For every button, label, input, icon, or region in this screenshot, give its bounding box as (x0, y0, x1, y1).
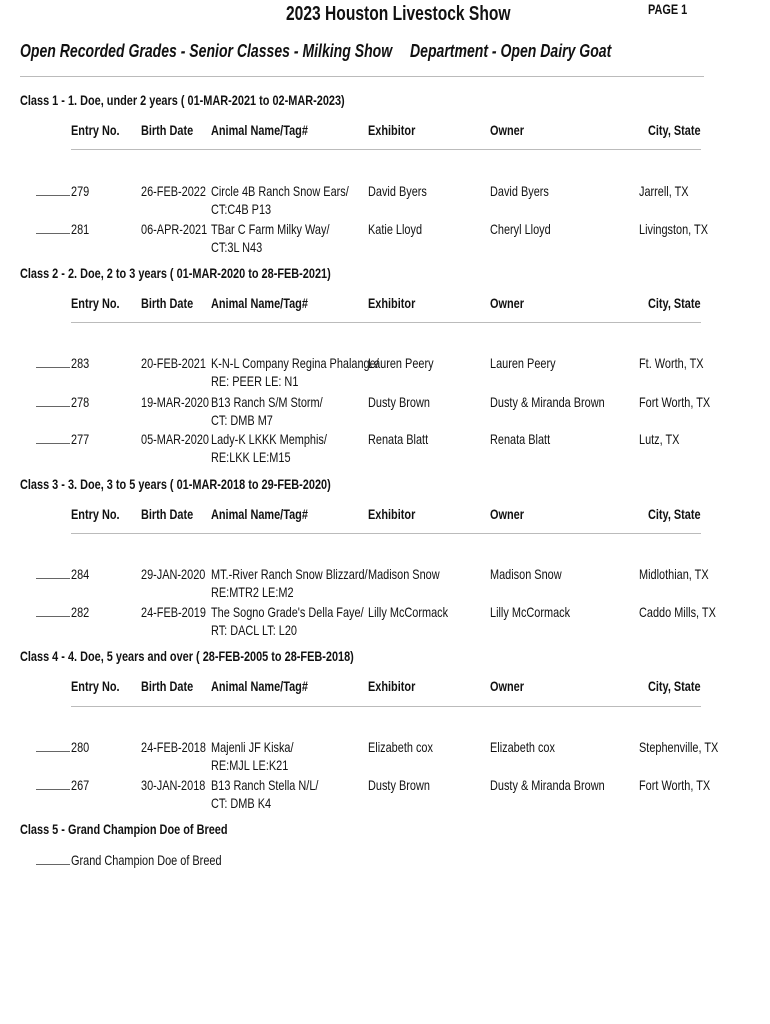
col-exhibitor: Exhibitor (368, 506, 416, 522)
col-birth-date: Birth Date (141, 295, 194, 311)
owner: Dusty & Miranda Brown (490, 777, 605, 793)
table-row (36, 393, 70, 411)
animal-tag: RE:MTR2 LE:M2 (211, 584, 294, 600)
col-owner: Owner (490, 506, 524, 522)
col-owner: Owner (490, 678, 524, 694)
city-state: Ft. Worth, TX (639, 355, 704, 371)
department-label: Department - Open Dairy Goat (410, 41, 612, 61)
table-row (36, 565, 70, 583)
animal-tag: CT:C4B P13 (211, 201, 272, 217)
class-heading: Class 1 - 1. Doe, under 2 years ( 01-MAR-2021 to 02-MAR-2023) (20, 92, 345, 108)
owner: Cheryl Lloyd (490, 221, 551, 237)
check-blank[interactable] (36, 854, 70, 865)
entry-no: 278 (71, 394, 90, 410)
table-row (36, 182, 70, 200)
class-heading: Class 3 - 3. Doe, 3 to 5 years ( 01-MAR-2018 to 29-FEB-2020) (20, 476, 331, 492)
city-state: Livingston, TX (639, 221, 709, 237)
owner: Lilly McCormack (490, 604, 571, 620)
animal-tag: RT: DACL LT: L20 (211, 622, 297, 638)
exhibitor: Elizabeth cox (368, 739, 433, 755)
animal-name: The Sogno Grade's Della Faye/ (211, 604, 364, 620)
entry-no: 279 (71, 183, 90, 199)
col-animal-name: Animal Name/Tag# (211, 295, 308, 311)
col-animal-name: Animal Name/Tag# (211, 678, 308, 694)
col-birth-date: Birth Date (141, 506, 194, 522)
col-owner: Owner (490, 295, 524, 311)
owner: David Byers (490, 183, 549, 199)
exhibitor: Lilly McCormack (368, 604, 449, 620)
animal-name: B13 Ranch S/M Storm/ (211, 394, 323, 410)
table-row (36, 220, 70, 238)
city-state: Lutz, TX (639, 431, 680, 447)
col-city-state: City, State (648, 295, 701, 311)
col-exhibitor: Exhibitor (368, 295, 416, 311)
column-divider (71, 533, 701, 534)
check-blank[interactable] (36, 396, 70, 407)
owner: Renata Blatt (490, 431, 551, 447)
table-row (36, 430, 70, 448)
city-state: Fort Worth, TX (639, 394, 711, 410)
check-blank[interactable] (36, 433, 70, 444)
city-state: Fort Worth, TX (639, 777, 711, 793)
check-blank[interactable] (36, 606, 70, 617)
col-animal-name: Animal Name/Tag# (211, 506, 308, 522)
animal-name: B13 Ranch Stella N/L/ (211, 777, 319, 793)
animal-tag: CT:3L N43 (211, 239, 263, 255)
check-blank[interactable] (36, 185, 70, 196)
col-city-state: City, State (648, 122, 701, 138)
animal-name: MT.-River Ranch Snow Blizzard/ (211, 566, 368, 582)
city-state: Jarrell, TX (639, 183, 689, 199)
birth-date: 06-APR-2021 (141, 221, 208, 237)
class-heading: Class 4 - 4. Doe, 5 years and over ( 28-FEB-2005 to 28-FEB-2018) (20, 648, 354, 664)
col-birth-date: Birth Date (141, 122, 194, 138)
check-blank[interactable] (36, 741, 70, 752)
animal-tag: RE: PEER LE: N1 (211, 373, 299, 389)
animal-tag: RE:LKK LE:M15 (211, 449, 291, 465)
entry-no: 284 (71, 566, 90, 582)
check-blank[interactable] (36, 357, 70, 368)
report-title: 2023 Houston Livestock Show (286, 3, 511, 25)
city-state: Midlothian, TX (639, 566, 709, 582)
check-blank[interactable] (36, 223, 70, 234)
header-divider (20, 76, 704, 77)
grand-champion-line: Grand Champion Doe of Breed (71, 852, 222, 868)
col-exhibitor: Exhibitor (368, 678, 416, 694)
table-row (36, 354, 70, 372)
table-row (36, 851, 70, 869)
column-divider (71, 706, 701, 707)
birth-date: 24-FEB-2019 (141, 604, 206, 620)
entry-no: 283 (71, 355, 90, 371)
exhibitor: Dusty Brown (368, 777, 430, 793)
col-owner: Owner (490, 122, 524, 138)
exhibitor: Madison Snow (368, 566, 440, 582)
class-heading: Class 5 - Grand Champion Doe of Breed (20, 821, 228, 837)
exhibitor: Renata Blatt (368, 431, 429, 447)
check-blank[interactable] (36, 779, 70, 790)
birth-date: 26-FEB-2022 (141, 183, 206, 199)
entry-no: 280 (71, 739, 90, 755)
birth-date: 24-FEB-2018 (141, 739, 206, 755)
animal-tag: CT: DMB K4 (211, 795, 272, 811)
exhibitor: Katie Lloyd (368, 221, 423, 237)
animal-name: Lady-K LKKK Memphis/ (211, 431, 327, 447)
table-row (36, 776, 70, 794)
table-row (36, 603, 70, 621)
animal-name: Circle 4B Ranch Snow Ears/ (211, 183, 349, 199)
column-divider (71, 322, 701, 323)
birth-date: 29-JAN-2020 (141, 566, 206, 582)
owner: Madison Snow (490, 566, 562, 582)
entry-no: 281 (71, 221, 90, 237)
col-entry-no: Entry No. (71, 678, 120, 694)
city-state: Stephenville, TX (639, 739, 719, 755)
exhibitor: Lauren Peery (368, 355, 434, 371)
entry-no: 282 (71, 604, 90, 620)
check-blank[interactable] (36, 568, 70, 579)
owner: Dusty & Miranda Brown (490, 394, 605, 410)
col-entry-no: Entry No. (71, 295, 120, 311)
animal-tag: RE:MJL LE:K21 (211, 757, 289, 773)
report-subtitle: Open Recorded Grades - Senior Classes - Milking Show (20, 41, 393, 61)
owner: Elizabeth cox (490, 739, 555, 755)
exhibitor: Dusty Brown (368, 394, 430, 410)
animal-name: Majenli JF Kiska/ (211, 739, 294, 755)
col-city-state: City, State (648, 506, 701, 522)
col-city-state: City, State (648, 678, 701, 694)
col-exhibitor: Exhibitor (368, 122, 416, 138)
col-animal-name: Animal Name/Tag# (211, 122, 308, 138)
exhibitor: David Byers (368, 183, 427, 199)
column-divider (71, 149, 701, 150)
animal-name: K-N-L Company Regina Phalange/ (211, 355, 379, 371)
birth-date: 05-MAR-2020 (141, 431, 209, 447)
col-entry-no: Entry No. (71, 506, 120, 522)
city-state: Caddo Mills, TX (639, 604, 716, 620)
table-row (36, 738, 70, 756)
birth-date: 20-FEB-2021 (141, 355, 206, 371)
page-number: PAGE 1 (648, 1, 688, 17)
birth-date: 30-JAN-2018 (141, 777, 206, 793)
animal-name: TBar C Farm Milky Way/ (211, 221, 330, 237)
class-heading: Class 2 - 2. Doe, 2 to 3 years ( 01-MAR-2020 to 28-FEB-2021) (20, 265, 331, 281)
col-birth-date: Birth Date (141, 678, 194, 694)
entry-no: 277 (71, 431, 90, 447)
animal-tag: CT: DMB M7 (211, 412, 273, 428)
birth-date: 19-MAR-2020 (141, 394, 209, 410)
owner: Lauren Peery (490, 355, 556, 371)
entry-no: 267 (71, 777, 90, 793)
col-entry-no: Entry No. (71, 122, 120, 138)
